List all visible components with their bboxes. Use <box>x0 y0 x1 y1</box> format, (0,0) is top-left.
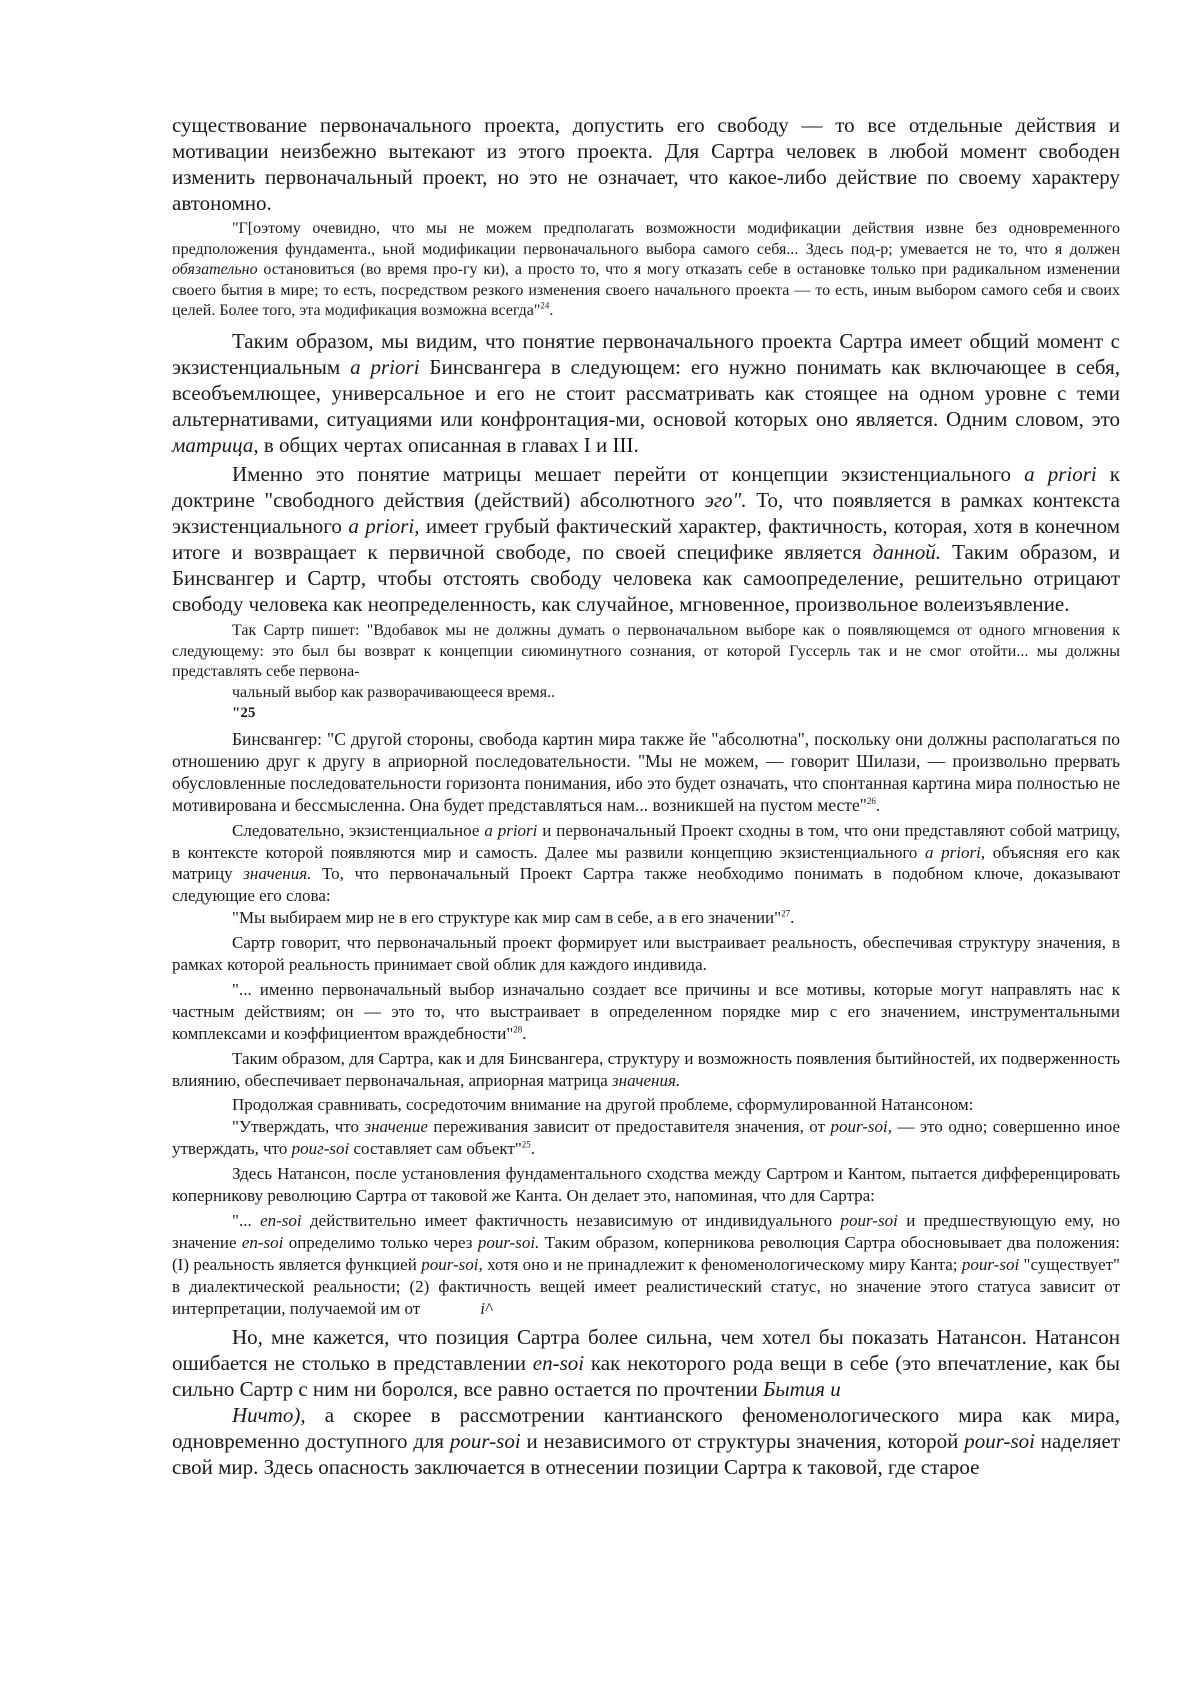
quote-5: "... именно первоначальный выбор изначально создает все причины и все мотивы, которые могут направлять нас к частным действиям; он — это то, что выстраивает в определенном порядке мир с его значением, инструментальными комплексами и коэффициентом враждебности"$^{28}$. <box>172 979 1120 1043</box>
paragraph-5: Сартр говорит, что первоначальный проект формирует или выстраивает реальность, обеспечивая структуру значения, в рамках которой реальность принимает свой облик для каждого индивида. <box>172 932 1120 974</box>
quote-1: "Г[оэтому очевидно, что мы не можем предполагать возможности модификации действия извне без одновременного предположения фундамента., ьной модификации первоначального выбора самого себя... Здесь под-р; умевается не то, что я должен обязательно остановиться (во время про-гу ки), а просто то, что я могу отказать себе в остановке только при радикальном изменении своего бытия в мире; то есть, посредством резкого изменения своего начального проекта — то есть, иным выбором самого себя и своих целей. Более того, эта модификация возможна всегда"$^{24}$. <box>172 220 1120 320</box>
footnote-ref-25b: 25 <box>521 1139 531 1150</box>
quote-2: Так Сартр пишет: "Вдобавок мы не должны думать о первоначальном выборе как о появляющемся от одного мгновения к следующему: это был бы возврат к концепции сиюминутного сознания, от которой Гуссерль так и не смог отойти... мы должны представлять себе первона- <box>172 621 1120 681</box>
quote-7: "... en-soi действительно имеет фактичность независимую от индивидуального pour-soi и предшествующую ему, но значение en-soi определимо только через pour-soi. Таким образом, коперникова революция Сартра обосновывает два положения: (I) реальность является функцией pour-soi, хотя оно и не принадлежит к феноменологическому миру Канта; pour-soi "существует" в диалектической реальности; (2) фактичность вещей имеет реалистический статус, но значение этого статуса зависит от интерпретации, получаемой им от i^ <box>172 1210 1121 1318</box>
footnote-ref-27: 27 <box>781 908 791 919</box>
paragraph-3: Именно это понятие матрицы мешает перейти от концепции экзистенциального a priori к доктрине "свободного действия (действий) абсолютного эго". То, что появляется в рамках контекста экзистенциального a priori, имеет грубый фактический характер, фактичность, которая, хотя в конечном итоге и возвращает к первичной свободе, по своей специфике является данной. Таким образом, и Бинсвангер и Сартр, чтобы отстоять свободу человека как самоопределение, решительно отрицают свободу человека как неопределенность, как случайное, мгновенное, произвольное волеизъявление. <box>172 461 1121 616</box>
paragraph-10: Ничто), а скорее в рассмотрении кантианского феноменологического мира как мира, одновременно доступного для pour-soi и независимого от структуры значения, которой pour-soi наделяет свой мир. Здесь опасность заключается в отнесении позиции Сартра к таковой, где старое <box>172 1402 1120 1479</box>
footnote-ref-26: 26 <box>866 796 876 807</box>
paragraph-6: Таким образом, для Сартра, как и для Бинсвангера, структуру и возможность появления бытийностей, их подверженность влиянию, обеспечивает первоначальная, априорная матрица значения. <box>172 1048 1120 1090</box>
garbled-footnote-mark: i^ <box>480 1298 493 1318</box>
quote-6: "Утверждать, что значение переживания зависит от предоставителя значения, от pour-soi, — это одно; совершенно иное утверждать, что роuг-soi составляет сам объект"$^{25}$. <box>172 1116 1120 1158</box>
paragraph-4: Следовательно, экзистенциальное a priori и первоначальный Проект сходны в том, что они представляют собой матрицу, в контексте которой появляются мир и самость. Далее мы развили концепцию экзистенциального a priori, объясняя его как матрицу значения. То, что первоначальный Проект Сартра также необходимо понимать в подобном ключе, доказывают следующие его слова: <box>172 820 1121 906</box>
quote-4: "Мы выбираем мир не в его структуре как мир сам в себе, а в его значении"$^{27}$. <box>232 907 795 927</box>
quote-2-continued: чальный выбор как разворачивающееся время.. <box>232 683 556 701</box>
document-page <box>172 112 1120 1480</box>
paragraph-9: Но, мне кажется, что позиция Сартра более сильна, чем хотел бы показать Натансон. Натансон ошибается не столько в представлении en-soi как некоторого рода вещи в себе (это впечатление, как бы сильно Сартр с ним ни боролся, все равно остается по прочтении Бытия и <box>172 1324 1120 1401</box>
footnote-ref-24: 24 <box>540 301 550 312</box>
paragraph-1: существование первоначального проекта, допустить его свободу — то все отдельные действия и мотивации неизбежно вытекают из этого проекта. Для Сартра человек в любой момент свободен изменить первоначальный проект, но это не означает, что какое-либо действие по своему характеру автономно. <box>172 113 1120 215</box>
footnote-ref-28: 28 <box>513 1024 523 1035</box>
paragraph-8: Здесь Натансон, после установления фундаментального сходства между Сартром и Кантом, пытается дифференцировать коперникову революцию Сартра от таковой же Канта. Он делает это, напоминая, что для Сартра: <box>172 1163 1120 1205</box>
footnote-ref-25: "25 <box>232 705 256 722</box>
quote-3: Бинсвангер: "С другой стороны, свобода картин мира также йе "абсолютна", поскольку они должны располагаться по отношению друг к другу в априорной последовательности. "Мы не можем, — говорит Шилази, — произвольно прервать обусловленные последовательности горизонта понимания, ибо это будет означать, что спонтанная картина мира полностью не мотивирована и бессмысленна. Она будет представляться нам... возникшей на пустом месте"$^{26}$. <box>172 728 1120 815</box>
paragraph-7: Продолжая сравнивать, сосредоточим внимание на другой проблеме, сформулированной Натансоном: <box>232 1094 974 1114</box>
paragraph-2: Таким образом, мы видим, что понятие первоначального проекта Сартра имеет общий момент с экзистенциальным a priori Бинсвангера в следующем: его нужно понимать как включающее в себя, всеобъемлющее, универсальное и его не стоит рассматривать как стоящее на одном уровне с теми альтернативами, ситуациями или конфронтация-ми, основой которых оно является. Одним словом, это матрица, в общих чертах описанная в главах I и III. <box>172 328 1120 457</box>
